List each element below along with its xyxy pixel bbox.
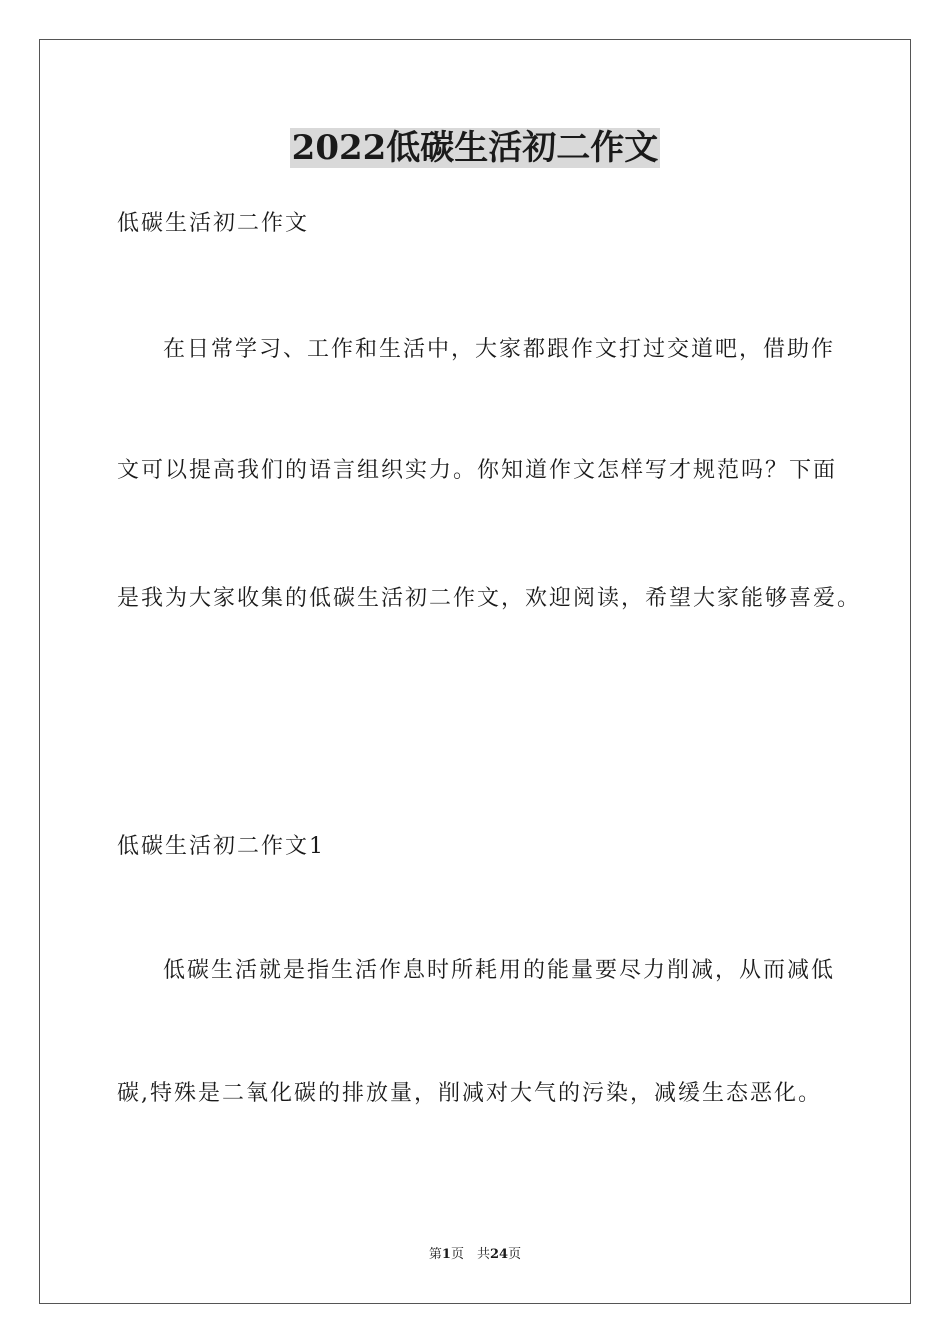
intro-line-3: 是我为大家收集的低碳生活初二作文，欢迎阅读，希望大家能够喜爱。 bbox=[117, 586, 862, 611]
footer-suffix: 页 bbox=[508, 1247, 522, 1262]
body-line-1: 低碳生活就是指生活作息时所耗用的能量要尽力削减，从而减低 bbox=[163, 958, 836, 983]
footer-prefix: 第 bbox=[428, 1247, 442, 1262]
footer-current-page: 1 bbox=[441, 1247, 451, 1262]
intro-line-2: 文可以提高我们的语言组织实力。你知道作文怎样写才规范吗？下面 bbox=[117, 458, 838, 483]
body-line-2: 碳,特殊是二氧化碳的排放量，削减对大气的污染，减缓生态恶化。 bbox=[117, 1081, 822, 1106]
document-subtitle: 低碳生活初二作文 bbox=[117, 211, 310, 236]
footer-total-pages: 24 bbox=[489, 1247, 509, 1262]
document-title bbox=[0, 126, 950, 170]
section-heading: 低碳生活初二作文1 bbox=[117, 834, 325, 859]
footer-mid: 页 共 bbox=[450, 1247, 490, 1262]
page-footer bbox=[0, 1246, 950, 1264]
document-title-text: 2022低碳生活初二作文 bbox=[291, 128, 659, 168]
intro-line-1: 在日常学习、工作和生活中，大家都跟作文打过交道吧，借助作 bbox=[163, 337, 836, 362]
